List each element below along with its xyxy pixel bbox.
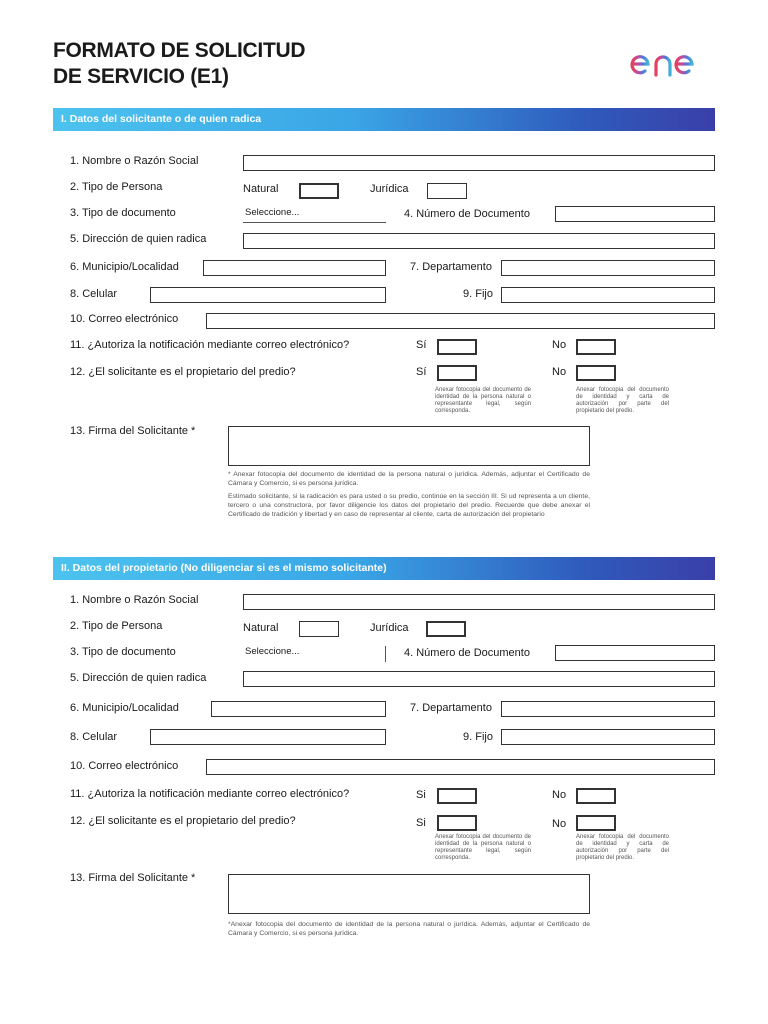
s1-instructions: Estimado solicitante, si la radicación es para usted o su predio, continúe en la sección III. Si ud representa a un cliente, tercero o una constructora, por favor diligencie los datos del propietario del predio. Recuerde que debe anexar el Certificado de tradición y libertad y en caso de representar al cliente, carta de autorización del propietario — [228, 493, 590, 518]
s2-fijo-input[interactable] — [501, 729, 715, 745]
s2-owner-no-note: Anexar fotocopia del documento de identidad y carta de autorización por parte del propietario del predio. — [576, 834, 669, 861]
page-title-line2: DE SERVICIO (E1) — [53, 65, 229, 88]
s1-authorize-label: 11. ¿Autoriza la notificación mediante correo electrónico? — [70, 339, 350, 351]
s1-municipio-input[interactable] — [203, 260, 386, 276]
s2-juridica-label: Jurídica — [370, 622, 409, 634]
s1-owner-si-checkbox[interactable] — [437, 365, 477, 381]
s2-email-input[interactable] — [206, 759, 715, 775]
s2-authorize-no-label: No — [552, 789, 567, 801]
s2-email-label: 10. Correo electrónico — [70, 760, 179, 772]
s2-juridica-checkbox[interactable] — [426, 621, 466, 637]
s2-name-label: 1. Nombre o Razón Social — [70, 594, 199, 606]
s2-signature-label: 13. Firma del Solicitante * — [70, 872, 196, 884]
enel-logo — [630, 42, 720, 82]
s1-address-input[interactable] — [243, 233, 715, 249]
s1-juridica-label: Jurídica — [370, 183, 409, 195]
s2-doc-number-input[interactable] — [555, 645, 715, 661]
s2-address-label: 5. Dirección de quien radica — [70, 672, 207, 684]
s2-person-type-label: 2. Tipo de Persona — [70, 620, 163, 632]
s2-owner-si-checkbox[interactable] — [437, 815, 477, 831]
s2-natural-checkbox[interactable] — [299, 621, 339, 637]
s1-doc-type-select[interactable]: Seleccione... — [243, 207, 386, 223]
s1-municipio-label: 6. Municipio/Localidad — [70, 261, 179, 273]
s1-celular-input[interactable] — [150, 287, 386, 303]
s2-owner-si-label: Si — [416, 817, 426, 829]
s1-owner-si-label: Sí — [416, 366, 427, 378]
s1-authorize-no-checkbox[interactable] — [576, 339, 616, 355]
s1-signature-label: 13. Firma del Solicitante * — [70, 425, 196, 437]
s2-celular-label: 8. Celular — [70, 731, 118, 743]
s1-owner-label: 12. ¿El solicitante es el propietario del predio? — [70, 366, 296, 378]
s2-authorize-no-checkbox[interactable] — [576, 788, 616, 804]
page-title-line1: FORMATO DE SOLICITUD — [53, 39, 306, 62]
s2-fijo-label: 9. Fijo — [463, 731, 493, 743]
s2-owner-label: 12. ¿El solicitante es el propietario del predio? — [70, 815, 296, 827]
s1-doc-number-label: 4. Número de Documento — [404, 208, 530, 220]
s1-departamento-label: 7. Departamento — [410, 261, 492, 273]
s2-municipio-label: 6. Municipio/Localidad — [70, 702, 179, 714]
s1-fijo-input[interactable] — [501, 287, 715, 303]
s2-doc-type-label: 3. Tipo de documento — [70, 646, 176, 658]
s2-doc-type-select[interactable]: Seleccione... — [245, 646, 300, 657]
s1-authorize-si-label: Sí — [416, 339, 427, 351]
s1-doc-type-label: 3. Tipo de documento — [70, 207, 176, 219]
s2-natural-label: Natural — [243, 622, 279, 634]
s1-owner-no-note: Anexar fotocopia del documento de identidad y carta de autorización por parte del propietario del predio. — [576, 387, 669, 414]
s1-juridica-checkbox[interactable] — [427, 183, 467, 199]
s2-doc-type-divider — [385, 646, 386, 662]
s2-footnote: *Anexar fotocopia del documento de identidad de la persona natural o jurídica. Además, adjuntar el Certificado de Cámara y Comercio, si es persona jurídica. — [228, 921, 590, 937]
s1-fijo-label: 9. Fijo — [463, 288, 493, 300]
s1-celular-label: 8. Celular — [70, 288, 118, 300]
s2-signature-box[interactable] — [228, 874, 590, 914]
s1-person-type-label: 2. Tipo de Persona — [70, 181, 163, 193]
s1-departamento-input[interactable] — [501, 260, 715, 276]
s1-natural-checkbox[interactable] — [299, 183, 339, 199]
s2-owner-si-note: Anexar fotocopia del documento de identidad de la persona natural o representante legal, según corresponda. — [435, 834, 531, 861]
s2-departamento-label: 7. Departamento — [410, 702, 492, 714]
s1-doc-number-input[interactable] — [555, 206, 715, 222]
s1-authorize-no-label: No — [552, 339, 567, 351]
s1-owner-no-checkbox[interactable] — [576, 365, 616, 381]
s1-signature-box[interactable] — [228, 426, 590, 466]
s2-address-input[interactable] — [243, 671, 715, 687]
s2-authorize-si-label: Si — [416, 789, 426, 801]
s2-doc-number-label: 4. Número de Documento — [404, 647, 530, 659]
s2-authorize-si-checkbox[interactable] — [437, 788, 477, 804]
s2-owner-no-label: No — [552, 818, 567, 830]
s1-name-input[interactable] — [243, 155, 715, 171]
s2-name-input[interactable] — [243, 594, 715, 610]
page-title — [53, 38, 305, 90]
s1-natural-label: Natural — [243, 183, 279, 195]
s1-name-label: 1. Nombre o Razón Social — [70, 155, 199, 167]
s1-authorize-si-checkbox[interactable] — [437, 339, 477, 355]
s1-email-input[interactable] — [206, 313, 715, 329]
s2-owner-no-checkbox[interactable] — [576, 815, 616, 831]
s2-municipio-input[interactable] — [211, 701, 386, 717]
s1-owner-si-note: Anexar fotocopia del documento de identidad de la persona natural o representante legal, según corresponda. — [435, 387, 531, 414]
s1-address-label: 5. Dirección de quien radica — [70, 233, 207, 245]
s1-email-label: 10. Correo electrónico — [70, 313, 179, 325]
section1-heading: I. Datos del solicitante o de quien radica — [53, 108, 715, 131]
s2-celular-input[interactable] — [150, 729, 386, 745]
section2-heading: II. Datos del propietario (No diligenciar si es el mismo solicitante) — [53, 557, 715, 580]
s2-authorize-label: 11. ¿Autoriza la notificación mediante correo electrónico? — [70, 788, 350, 800]
s1-footnote: * Anexar fotocopia del documento de identidad de la persona natural o jurídica. Además, adjuntar el Certificado de Cámara y Comercio, si es persona jurídica. — [228, 471, 590, 487]
s2-departamento-input[interactable] — [501, 701, 715, 717]
s1-owner-no-label: No — [552, 366, 567, 378]
